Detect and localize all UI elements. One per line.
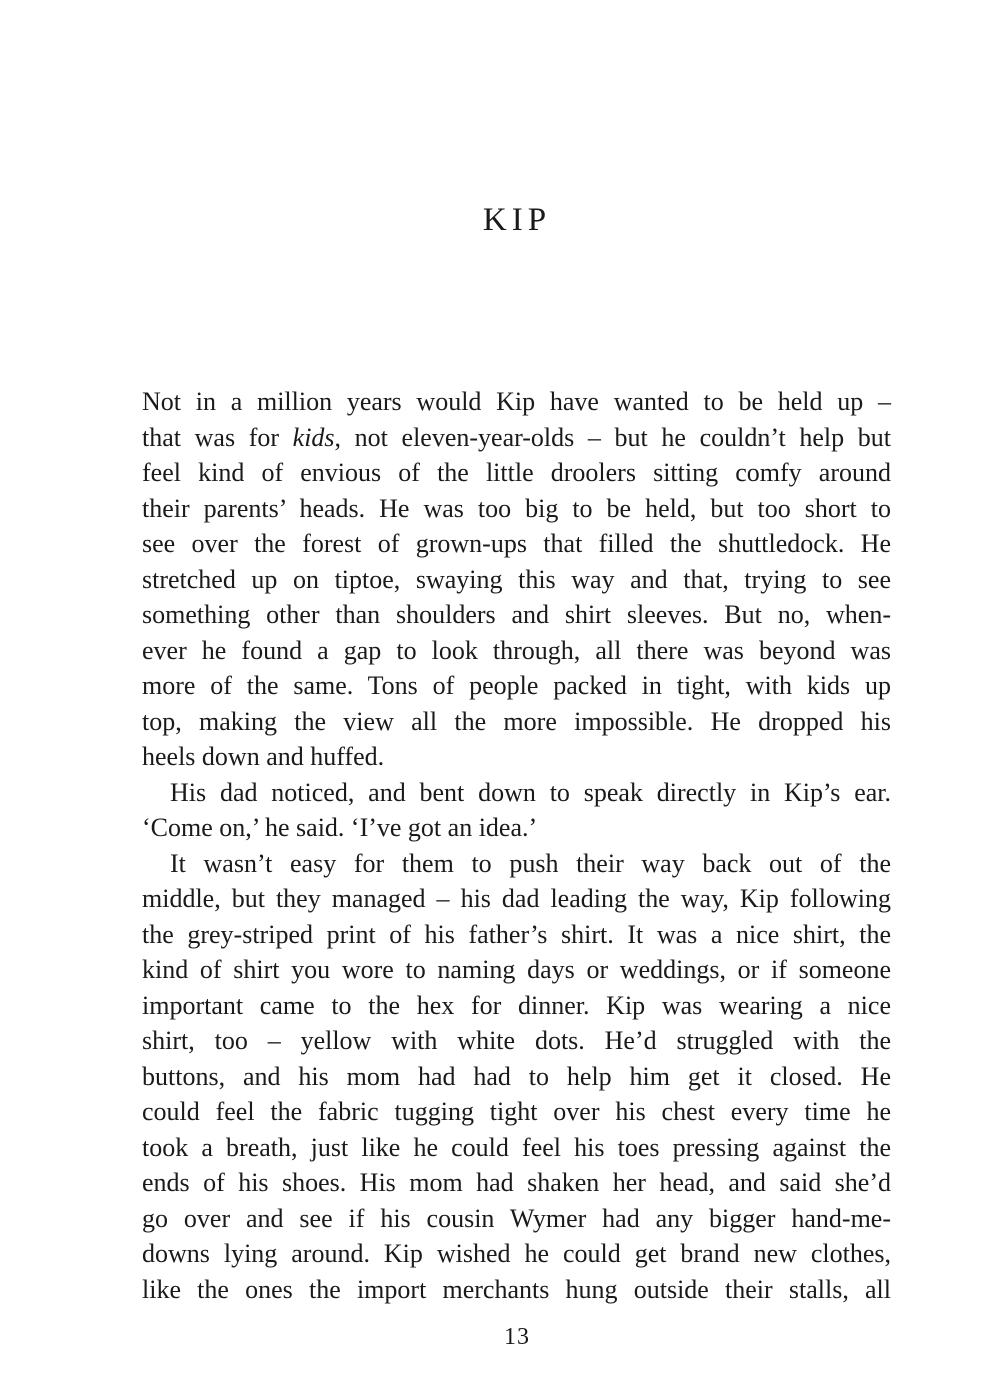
text-line: feel kind of envious of the little droolers sitting comfy around <box>142 458 891 487</box>
text-run: , not eleven-year-olds – but he couldn’t help but <box>334 422 891 452</box>
page-number: 13 <box>504 1324 530 1350</box>
text-line: important came to the hex for dinner. Kip was wearing a nice <box>142 990 891 1020</box>
text-line: kind of shirt you wore to naming days or weddings, or if someone <box>142 955 891 984</box>
text-line: took a breath, just like he could feel his toes pressing against the <box>142 1132 891 1162</box>
italic-emphasis: kids <box>292 422 335 452</box>
text-line: see over the forest of grown-ups that filled the shuttledock. He <box>142 529 891 558</box>
text-line <box>142 420 891 456</box>
text-line: ‘Come on,’ he said. ‘I’ve got an idea.’ <box>142 813 538 842</box>
text-line: Not in a million years would Kip have wanted to be held up – <box>142 387 891 416</box>
text-line: more of the same. Tons of people packed in tight, with kids up <box>142 671 891 700</box>
text-line: stretched up on tiptoe, swaying this way and that, trying to see <box>142 564 891 594</box>
text-line: ever he found a gap to look through, all there was beyond was <box>142 635 891 665</box>
text-line: something other than shoulders and shirt sleeves. But no, when- <box>142 600 891 629</box>
text-line: the grey-striped print of his father’s shirt. It was a nice shirt, the <box>142 919 891 949</box>
text-line: their parents’ heads. He was too big to be held, but too short to <box>142 493 891 523</box>
text-line: go over and see if his cousin Wymer had any bigger hand-me- <box>142 1203 891 1233</box>
text-line: like the ones the import merchants hung outside their stalls, all <box>142 1274 891 1304</box>
text-line: middle, but they managed – his dad leading the way, Kip following <box>142 884 891 913</box>
text-line: buttons, and his mom had had to help him get it closed. He <box>142 1061 891 1091</box>
text-line: could feel the fabric tugging tight over his chest every time he <box>142 1097 891 1126</box>
body-text <box>142 384 891 1307</box>
text-line: downs lying around. Kip wished he could get brand new clothes, <box>142 1239 891 1268</box>
text-line: shirt, too – yellow with white dots. He’d struggled with the <box>142 1026 891 1055</box>
text-run: that was for <box>142 422 293 452</box>
text-line: His dad noticed, and bent down to speak directly in Kip’s ear. <box>170 777 891 807</box>
text-line: It wasn’t easy for them to push their way back out of the <box>170 848 891 878</box>
chapter-title: KIP <box>482 202 552 238</box>
text-line: heels down and huffed. <box>142 742 385 771</box>
text-line: ends of his shoes. His mom had shaken her head, and said she’d <box>142 1168 891 1197</box>
text-line: top, making the view all the more impossible. He dropped his <box>142 706 891 736</box>
